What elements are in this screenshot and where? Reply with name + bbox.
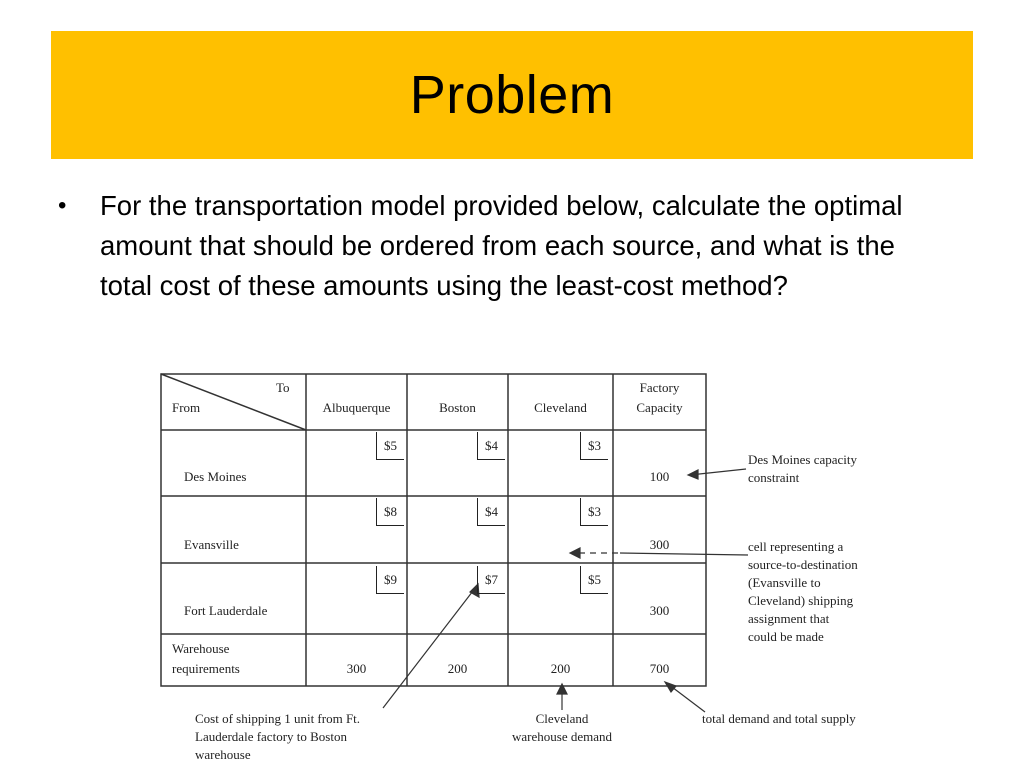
annotation-line: Cleveland) shipping — [748, 593, 854, 608]
annotation-line: source-to-destination — [748, 557, 858, 572]
row-label-evansville: Evansville — [184, 537, 239, 552]
cost-cell: $4 — [477, 498, 505, 526]
column-header-boston: Boston — [439, 400, 476, 415]
cost-cell: $4 — [477, 432, 505, 460]
row-label-des-moines: Des Moines — [184, 469, 247, 484]
annotation-line: Cost of shipping 1 unit from Ft. — [195, 711, 361, 726]
requirement-value: 200 — [550, 661, 571, 676]
requirements-label-line1: Warehouse — [172, 641, 230, 656]
annotation-line: warehouse — [195, 747, 251, 762]
capacity-value: 100 — [649, 469, 670, 484]
requirement-value: 200 — [447, 661, 468, 676]
table-border — [161, 374, 706, 686]
cost-cell: $7 — [477, 566, 505, 594]
cost-cell: $5 — [376, 432, 404, 460]
annotation-line: Lauderdale factory to Boston — [195, 729, 347, 744]
annotation-des-moines — [748, 451, 857, 487]
column-header-albuquerque: Albuquerque — [322, 400, 391, 415]
from-label: From — [172, 400, 201, 415]
annotation-cleveland — [496, 710, 628, 746]
slide-title: Problem — [409, 65, 615, 125]
capacity-header-line2: Capacity — [636, 400, 683, 415]
cost-cell: $3 — [580, 498, 608, 526]
bullet-dot-icon: • — [58, 192, 67, 219]
cost-cell: $8 — [376, 498, 404, 526]
annotation-line: constraint — [748, 470, 800, 485]
bullet-text: For the transportation model provided below, calculate the optimal amount that should be ordered from each source, and what is the total cost of these amounts using the least-cost method? — [100, 190, 903, 301]
annotation-cell — [748, 538, 858, 646]
annotation-line: could be made — [748, 629, 824, 644]
annotation-line: Cleveland — [535, 711, 589, 726]
requirement-value: 300 — [346, 661, 367, 676]
requirements-label-line2: requirements — [172, 661, 240, 676]
row-label-fort-lauderdale: Fort Lauderdale — [184, 603, 268, 618]
annotation-cost — [195, 710, 360, 764]
cost-cell: $3 — [580, 432, 608, 460]
total-value: 700 — [649, 661, 670, 676]
cost-cell: $9 — [376, 566, 404, 594]
cost-cell: $5 — [580, 566, 608, 594]
annotation-line: warehouse demand — [512, 729, 612, 744]
annotation-total: total demand and total supply — [702, 711, 856, 726]
capacity-value: 300 — [649, 537, 670, 552]
column-header-cleveland: Cleveland — [534, 400, 587, 415]
capacity-value: 300 — [649, 603, 670, 618]
annotation-line: cell representing a — [748, 539, 844, 554]
annotation-line: (Evansville to — [748, 575, 821, 590]
annotation-line: assignment that — [748, 611, 830, 626]
capacity-header-line1: Factory — [639, 380, 680, 395]
to-label: To — [276, 380, 290, 395]
annotation-line: Des Moines capacity — [748, 452, 858, 467]
